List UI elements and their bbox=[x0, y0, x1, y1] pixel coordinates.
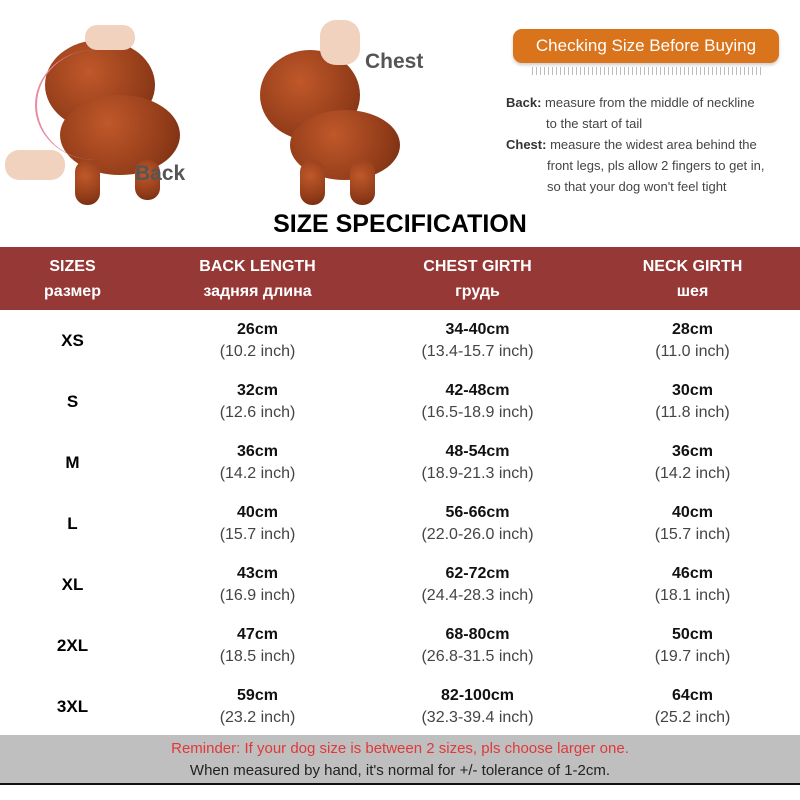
header-ru: грудь bbox=[455, 282, 500, 300]
back-instruction: measure from the middle of neckline bbox=[545, 95, 755, 110]
size-label: L bbox=[67, 513, 78, 533]
size-label: S bbox=[66, 391, 79, 411]
value-inch: (16.9 inch) bbox=[219, 586, 296, 604]
back-instruction-cont: to the start of tail bbox=[546, 116, 643, 131]
back-length-cell bbox=[145, 371, 370, 432]
chest-girth-cell bbox=[370, 493, 585, 554]
neck-girth-cell bbox=[585, 432, 800, 493]
back-length-cell bbox=[145, 432, 370, 493]
value-cm: 36cm bbox=[672, 442, 713, 460]
back-length-cell bbox=[145, 554, 370, 615]
back-length-cell bbox=[145, 493, 370, 554]
value-cm: 32cm bbox=[237, 381, 278, 399]
header-en: SIZES bbox=[49, 257, 96, 275]
header-neck-girth bbox=[585, 247, 800, 310]
chest-label: Chest bbox=[365, 50, 424, 73]
chest-girth-cell bbox=[370, 615, 585, 676]
value-inch: (18.1 inch) bbox=[654, 586, 731, 604]
back-term: Back: bbox=[506, 95, 542, 110]
header-ru: шея bbox=[676, 282, 709, 300]
value-inch: (25.2 inch) bbox=[654, 708, 731, 726]
value-cm: 62-72cm bbox=[445, 564, 510, 582]
tolerance-text: When measured by hand, it's normal for +/- tolerance of 1-2cm. bbox=[189, 762, 611, 779]
checking-size-banner: Checking Size Before Buying bbox=[513, 29, 779, 63]
chest-girth-cell bbox=[370, 554, 585, 615]
value-cm: 46cm bbox=[672, 564, 713, 582]
size-cell bbox=[0, 615, 145, 676]
value-inch: (15.7 inch) bbox=[654, 525, 731, 543]
page-title: SIZE SPECIFICATION bbox=[273, 210, 527, 238]
footer-note bbox=[0, 735, 800, 785]
header-ru: размер bbox=[44, 282, 101, 300]
measurement-instructions bbox=[506, 92, 796, 197]
header-en: NECK GIRTH bbox=[642, 257, 743, 275]
size-label: XS bbox=[61, 330, 84, 350]
value-cm: 40cm bbox=[672, 503, 713, 521]
header-back-length bbox=[145, 247, 370, 310]
header-en: BACK LENGTH bbox=[199, 257, 316, 275]
value-cm: 43cm bbox=[237, 564, 278, 582]
value-cm: 82-100cm bbox=[441, 686, 514, 704]
table-row bbox=[0, 493, 800, 554]
value-cm: 56-66cm bbox=[445, 503, 510, 521]
value-inch: (18.5 inch) bbox=[219, 647, 296, 665]
value-inch: (23.2 inch) bbox=[219, 708, 296, 726]
value-cm: 28cm bbox=[672, 320, 713, 338]
chest-instruction-cont: front legs, pls allow 2 fingers to get in, bbox=[547, 158, 765, 173]
measurement-guide bbox=[0, 0, 800, 210]
dog-back-photo bbox=[5, 10, 200, 205]
chest-instruction: measure the widest area behind the bbox=[550, 137, 757, 152]
size-cell bbox=[0, 676, 145, 737]
value-inch: (11.0 inch) bbox=[655, 342, 730, 360]
size-cell bbox=[0, 432, 145, 493]
value-cm: 36cm bbox=[237, 442, 278, 460]
chest-girth-cell bbox=[370, 432, 585, 493]
value-inch: (10.2 inch) bbox=[219, 342, 296, 360]
value-cm: 30cm bbox=[672, 381, 713, 399]
size-cell bbox=[0, 371, 145, 432]
neck-girth-cell bbox=[585, 554, 800, 615]
chest-term: Chest: bbox=[506, 137, 547, 152]
neck-girth-cell bbox=[585, 310, 800, 371]
neck-girth-cell bbox=[585, 493, 800, 554]
size-label: 2XL bbox=[56, 635, 89, 655]
value-cm: 42-48cm bbox=[445, 381, 510, 399]
value-cm: 40cm bbox=[237, 503, 278, 521]
value-inch: (24.4-28.3 inch) bbox=[421, 586, 534, 604]
table-header bbox=[0, 247, 800, 310]
value-inch: (19.7 inch) bbox=[654, 647, 731, 665]
value-inch: (32.3-39.4 inch) bbox=[421, 708, 534, 726]
value-inch: (26.8-31.5 inch) bbox=[421, 647, 534, 665]
table-row bbox=[0, 676, 800, 737]
back-length-cell bbox=[145, 310, 370, 371]
back-length-cell bbox=[145, 615, 370, 676]
dog-chest-photo bbox=[250, 10, 450, 205]
table-row bbox=[0, 432, 800, 493]
back-length-cell bbox=[145, 676, 370, 737]
header-ru: задняя длина bbox=[203, 282, 312, 300]
header-sizes bbox=[0, 247, 145, 310]
size-cell bbox=[0, 554, 145, 615]
value-inch: (15.7 inch) bbox=[219, 525, 296, 543]
neck-girth-cell bbox=[585, 676, 800, 737]
value-inch: (11.8 inch) bbox=[655, 403, 730, 421]
value-inch: (12.6 inch) bbox=[219, 403, 296, 421]
value-inch: (14.2 inch) bbox=[654, 464, 731, 482]
value-cm: 26cm bbox=[237, 320, 278, 338]
neck-girth-cell bbox=[585, 615, 800, 676]
value-cm: 68-80cm bbox=[445, 625, 510, 643]
value-inch: (16.5-18.9 inch) bbox=[421, 403, 534, 421]
size-label: XL bbox=[61, 574, 84, 594]
header-chest-girth bbox=[370, 247, 585, 310]
size-cell bbox=[0, 493, 145, 554]
value-inch: (18.9-21.3 inch) bbox=[421, 464, 534, 482]
size-label: M bbox=[65, 452, 80, 472]
table-row bbox=[0, 615, 800, 676]
value-cm: 48-54cm bbox=[445, 442, 510, 460]
table-row bbox=[0, 371, 800, 432]
value-cm: 59cm bbox=[237, 686, 278, 704]
size-table bbox=[0, 310, 800, 737]
header-en: CHEST GIRTH bbox=[423, 257, 532, 275]
value-cm: 47cm bbox=[237, 625, 278, 643]
value-inch: (13.4-15.7 inch) bbox=[421, 342, 534, 360]
value-cm: 50cm bbox=[672, 625, 713, 643]
back-label: Back bbox=[135, 162, 186, 185]
value-inch: (14.2 inch) bbox=[219, 464, 296, 482]
size-label: 3XL bbox=[56, 696, 89, 716]
chest-girth-cell bbox=[370, 371, 585, 432]
value-cm: 34-40cm bbox=[445, 320, 510, 338]
neck-girth-cell bbox=[585, 371, 800, 432]
chest-girth-cell bbox=[370, 310, 585, 371]
value-inch: (22.0-26.0 inch) bbox=[421, 525, 534, 543]
size-cell bbox=[0, 310, 145, 371]
chest-instruction-cont2: so that your dog won't feel tight bbox=[547, 179, 727, 194]
table-row bbox=[0, 310, 800, 371]
table-row bbox=[0, 554, 800, 615]
ruler-icon bbox=[532, 67, 762, 75]
chest-girth-cell bbox=[370, 676, 585, 737]
reminder-text: Reminder: If your dog size is between 2 sizes, pls choose larger one. bbox=[171, 740, 629, 757]
value-cm: 64cm bbox=[672, 686, 713, 704]
